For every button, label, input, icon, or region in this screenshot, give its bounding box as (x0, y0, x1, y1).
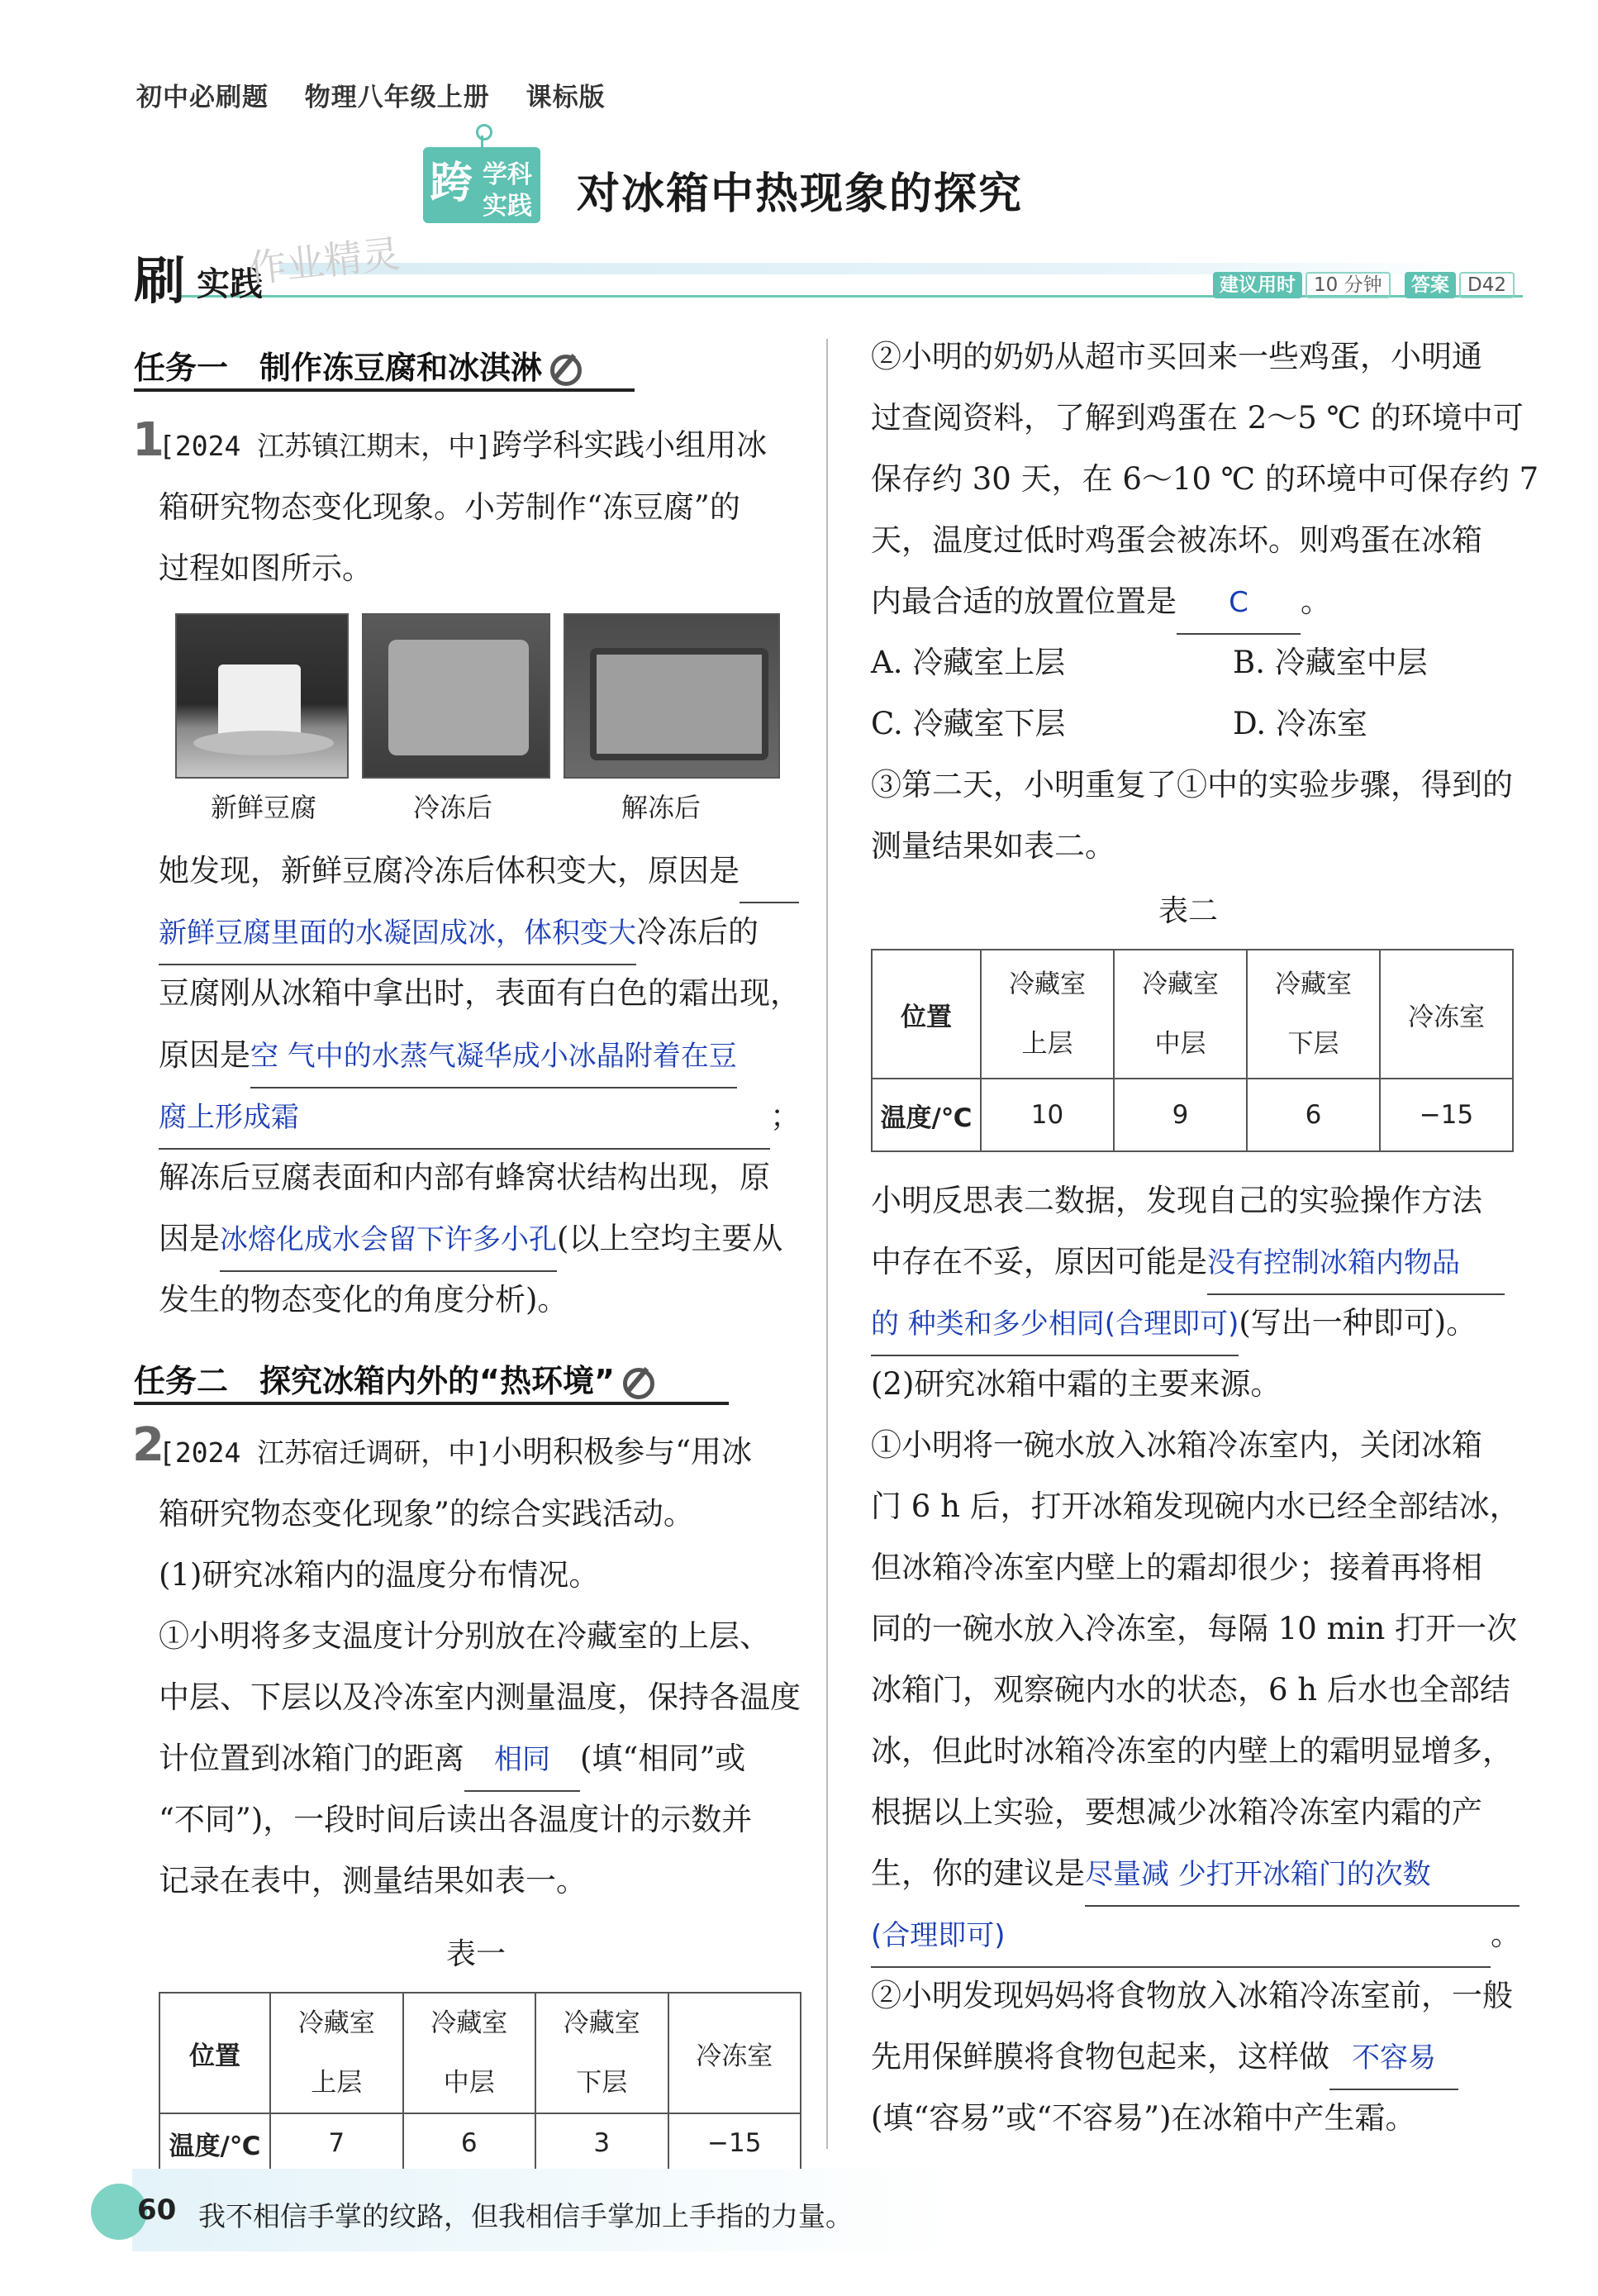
table1-value-header: 温度/℃ (159, 2113, 270, 2173)
q1-line-6: 新鲜豆腐里面的水凝固成冰，体积变大冷冻后的 (159, 902, 759, 965)
r-line-24: (合理即可) 。 (871, 1904, 1521, 1968)
r-line-12: 小明反思表二数据，发现自己的实验操作方法 (871, 1183, 1482, 1218)
suggestion-answer: 尽量减 少打开冰箱门的次数 (1085, 1844, 1520, 1907)
q2-line-5: 中层、下层以及冷冻室内测量温度，保持各温度 (159, 1679, 801, 1715)
q1-answer-2: 空 气中的水蒸气凝华成小冰晶附着在豆 (250, 1026, 737, 1088)
q1-line-8: 原因是空 气中的水蒸气凝华成小冰晶附着在豆 (159, 1025, 737, 1088)
table2-row-header: 位置 (872, 950, 981, 1079)
cross-discipline-badge (423, 147, 540, 223)
table2 (871, 949, 1514, 1152)
r-line-1: ②小明的奶奶从超市买回来一些鸡蛋，小明通 (871, 339, 1482, 374)
badge-pin-icon (476, 124, 492, 141)
task2-underline (134, 1402, 729, 1405)
frost-answer: 不容易 (1329, 2027, 1458, 2090)
option-a: A. 冷藏室上层 (871, 645, 1066, 680)
q2-line-7: “不同”)，一段时间后读出各温度计的示数并 (159, 1802, 753, 1837)
badge-big-char: 跨 (430, 159, 473, 208)
r-line-4: 天，温度过低时鸡蛋会被冻坏。则鸡蛋在冰箱 (871, 522, 1482, 558)
table2-cell: 10 (981, 1079, 1114, 1151)
caption-frozen: 冷冻后 (413, 792, 493, 823)
badge-line2: 实践 (483, 192, 532, 221)
table2-cell: 6 (1247, 1079, 1380, 1151)
r-line-5: 内最合适的放置位置是 C 。 (871, 571, 1331, 635)
pen-icon (623, 1368, 654, 1399)
section-label: 实践 (197, 265, 263, 303)
q1-answer-3: 冰熔化成水会留下许多小孔 (220, 1209, 557, 1272)
q1-answer-1: 新鲜豆腐里面的水凝固成冰，体积变大 (159, 903, 636, 965)
option-b: B. 冷藏室中层 (1233, 645, 1428, 680)
r-line-25: ②小明发现妈妈将食物放入冰箱冷冻室前，一般 (871, 1978, 1513, 2013)
q1-line-1: [2024 江苏镇江期末，中]跨学科实践小组用冰 (159, 427, 768, 463)
page-title: 对冰箱中热现象的探究 (577, 169, 1024, 219)
q1-line-12: 发生的物态变化的角度分析)。 (159, 1282, 568, 1317)
r-line-18: 但冰箱冷冻室内壁上的霜却很少；接着再将相 (871, 1550, 1482, 1585)
task1-underline (134, 388, 635, 392)
page-number: 60 (137, 2194, 177, 2227)
q2-line-8: 记录在表中，测量结果如表一。 (159, 1863, 587, 1898)
caption-fresh: 新鲜豆腐 (211, 792, 317, 823)
q2-line-3: (1)研究冰箱内的温度分布情况。 (159, 1557, 600, 1593)
q1-source: [2024 江苏镇江期末，中] (159, 430, 492, 462)
task1-heading (134, 342, 582, 388)
table2-col-3: 冷藏室 下层 (1247, 950, 1380, 1079)
r-line-9: 测量结果如表二。 (871, 828, 1115, 864)
q2-answer-distance: 相同 (464, 1729, 580, 1792)
watermark: 作业精灵 (245, 231, 402, 292)
r-line-17: 门 6 h 后，打开冰箱发现碗内水已经全部结冰， (871, 1489, 1520, 1524)
pen-icon (550, 355, 582, 386)
table2-caption: 表二 (1158, 894, 1219, 928)
r-line-15: (2)研究冰箱中霜的主要来源。 (871, 1366, 1282, 1402)
r-line-14: 的 种类和多少相同(合理即可)(写出一种即可)。 (871, 1293, 1477, 1356)
egg-position-answer: C (1177, 572, 1301, 635)
suggestion-answer-cont: (合理即可) (871, 1905, 1491, 1968)
q1-answer-2-cont: 腐上形成霜 (159, 1087, 770, 1150)
q2-line-6: 计位置到冰箱门的距离 相同 (填“相同”或 (159, 1728, 745, 1792)
q2-line-2: 箱研究物态变化现象”的综合实践活动。 (159, 1496, 694, 1531)
table1-cell: 3 (535, 2113, 668, 2173)
suggested-time (1213, 269, 1391, 297)
series-name: 初中必刷题 (136, 83, 269, 112)
table2-value-header: 温度/℃ (872, 1079, 981, 1151)
column-divider (826, 339, 828, 2149)
r-line-26: 先用保鲜膜将食物包起来，这样做 不容易 (871, 2027, 1458, 2090)
edition-name: 课标版 (526, 83, 606, 112)
time-value: 10 分钟 (1306, 272, 1391, 298)
book-header (136, 76, 632, 113)
task1-title: 任务一 制作冻豆腐和冰淇淋 (134, 350, 543, 386)
q1-line-2: 箱研究物态变化现象。小芳制作“冻豆腐”的 (159, 489, 740, 525)
option-d: D. 冷冻室 (1233, 706, 1367, 741)
time-label: 建议用时 (1213, 272, 1302, 298)
reason-answer: 没有控制冰箱内物品 (1207, 1232, 1505, 1295)
r-line-23: 生，你的建议是尽量减 少打开冰箱门的次数 (871, 1843, 1520, 1907)
question-number-2: 2 (132, 1418, 164, 1472)
q1-line-5: 她发现，新鲜豆腐冷冻后体积变大，原因是 (159, 841, 799, 903)
q2-line-4: ①小明将多支温度计分别放在冷藏室的上层、 (159, 1618, 770, 1654)
table2-col-4: 冷冻室 (1380, 950, 1513, 1079)
option-c: C. 冷藏室下层 (871, 706, 1066, 741)
task2-title: 任务二 探究冰箱内外的“热环境” (134, 1363, 615, 1399)
reason-answer-cont: 的 种类和多少相同(合理即可) (871, 1293, 1239, 1356)
r-line-22: 根据以上实验，要想减少冰箱冷冻室内霜的产 (871, 1794, 1482, 1830)
r-line-20: 冰箱门，观察碗内水的状态，6 h 后水也全部结 (871, 1672, 1510, 1708)
q1-line-3: 过程如图所示。 (159, 550, 373, 586)
r-line-8: ③第二天，小明重复了①中的实验步骤，得到的 (871, 767, 1513, 803)
badge-line1: 学科 (483, 160, 532, 189)
table2-cell: −15 (1380, 1079, 1513, 1151)
answer-code: D42 (1459, 272, 1515, 298)
r-line-19: 同的一碗水放入冷冻室，每隔 10 min 打开一次 (871, 1611, 1518, 1646)
r-line-27: (填“容易”或“不容易”)在冰箱中产生霜。 (871, 2100, 1416, 2136)
q1-line-9: 腐上形成霜 ； (159, 1086, 801, 1150)
table1-cell: 6 (403, 2113, 536, 2173)
question-number-1: 1 (132, 413, 164, 467)
task2-heading (134, 1355, 654, 1401)
q1-line-10: 解冻后豆腐表面和内部有蜂窝状结构出现，原 (159, 1160, 770, 1195)
answer-ref (1405, 269, 1515, 297)
table1-cell: 7 (270, 2113, 403, 2173)
table1 (159, 1992, 801, 2174)
r-line-13: 中存在不妥，原因可能是没有控制冰箱内物品 (871, 1231, 1505, 1295)
r-line-21: 冰，但此时冰箱冷冻室的内壁上的霜明显增多， (871, 1733, 1513, 1769)
r-line-16: ①小明将一碗水放入冰箱冷冻室内，关闭冰箱 (871, 1427, 1482, 1463)
table1-col-2: 冷藏室 中层 (403, 1993, 536, 2113)
table1-col-4: 冷冻室 (668, 1993, 801, 2113)
table2-col-2: 冷藏室 中层 (1114, 950, 1247, 1079)
q1-line-11: 因是冰熔化成水会留下许多小孔(以上空均主要从 (159, 1208, 782, 1272)
frozen-tofu-photo (362, 613, 550, 779)
section-shua-char: 刷 (134, 250, 186, 311)
footer-quote: 我不相信手掌的纹路，但我相信手掌加上手指的力量。 (198, 2200, 853, 2232)
r-line-2: 过查阅资料，了解到鸡蛋在 2～5 ℃ 的环境中可 (871, 400, 1524, 436)
answer-label: 答案 (1405, 272, 1456, 298)
q2-source: [2024 江苏宿迁调研，中] (159, 1436, 492, 1469)
table1-cell: −15 (668, 2113, 801, 2173)
table1-row-header: 位置 (159, 1993, 270, 2113)
q2-line-1: [2024 江苏宿迁调研，中]小明积极参与“用冰 (159, 1434, 752, 1470)
subject-name: 物理八年级上册 (304, 83, 490, 112)
q1-line-7: 豆腐刚从冰箱中拿出时，表面有白色的霜出现， (159, 975, 801, 1011)
r-line-3: 保存约 30 天，在 6～10 ℃ 的环境中可保存约 7 (871, 461, 1539, 497)
table1-col-1: 冷藏室 上层 (270, 1993, 403, 2113)
thawed-tofu-photo (564, 613, 780, 779)
table1-caption: 表一 (446, 1937, 507, 1971)
caption-thawed: 解冻后 (621, 792, 702, 823)
table2-col-1: 冷藏室 上层 (981, 950, 1114, 1079)
fresh-tofu-photo (175, 613, 349, 779)
table1-col-3: 冷藏室 下层 (535, 1993, 668, 2113)
table2-cell: 9 (1114, 1079, 1247, 1151)
